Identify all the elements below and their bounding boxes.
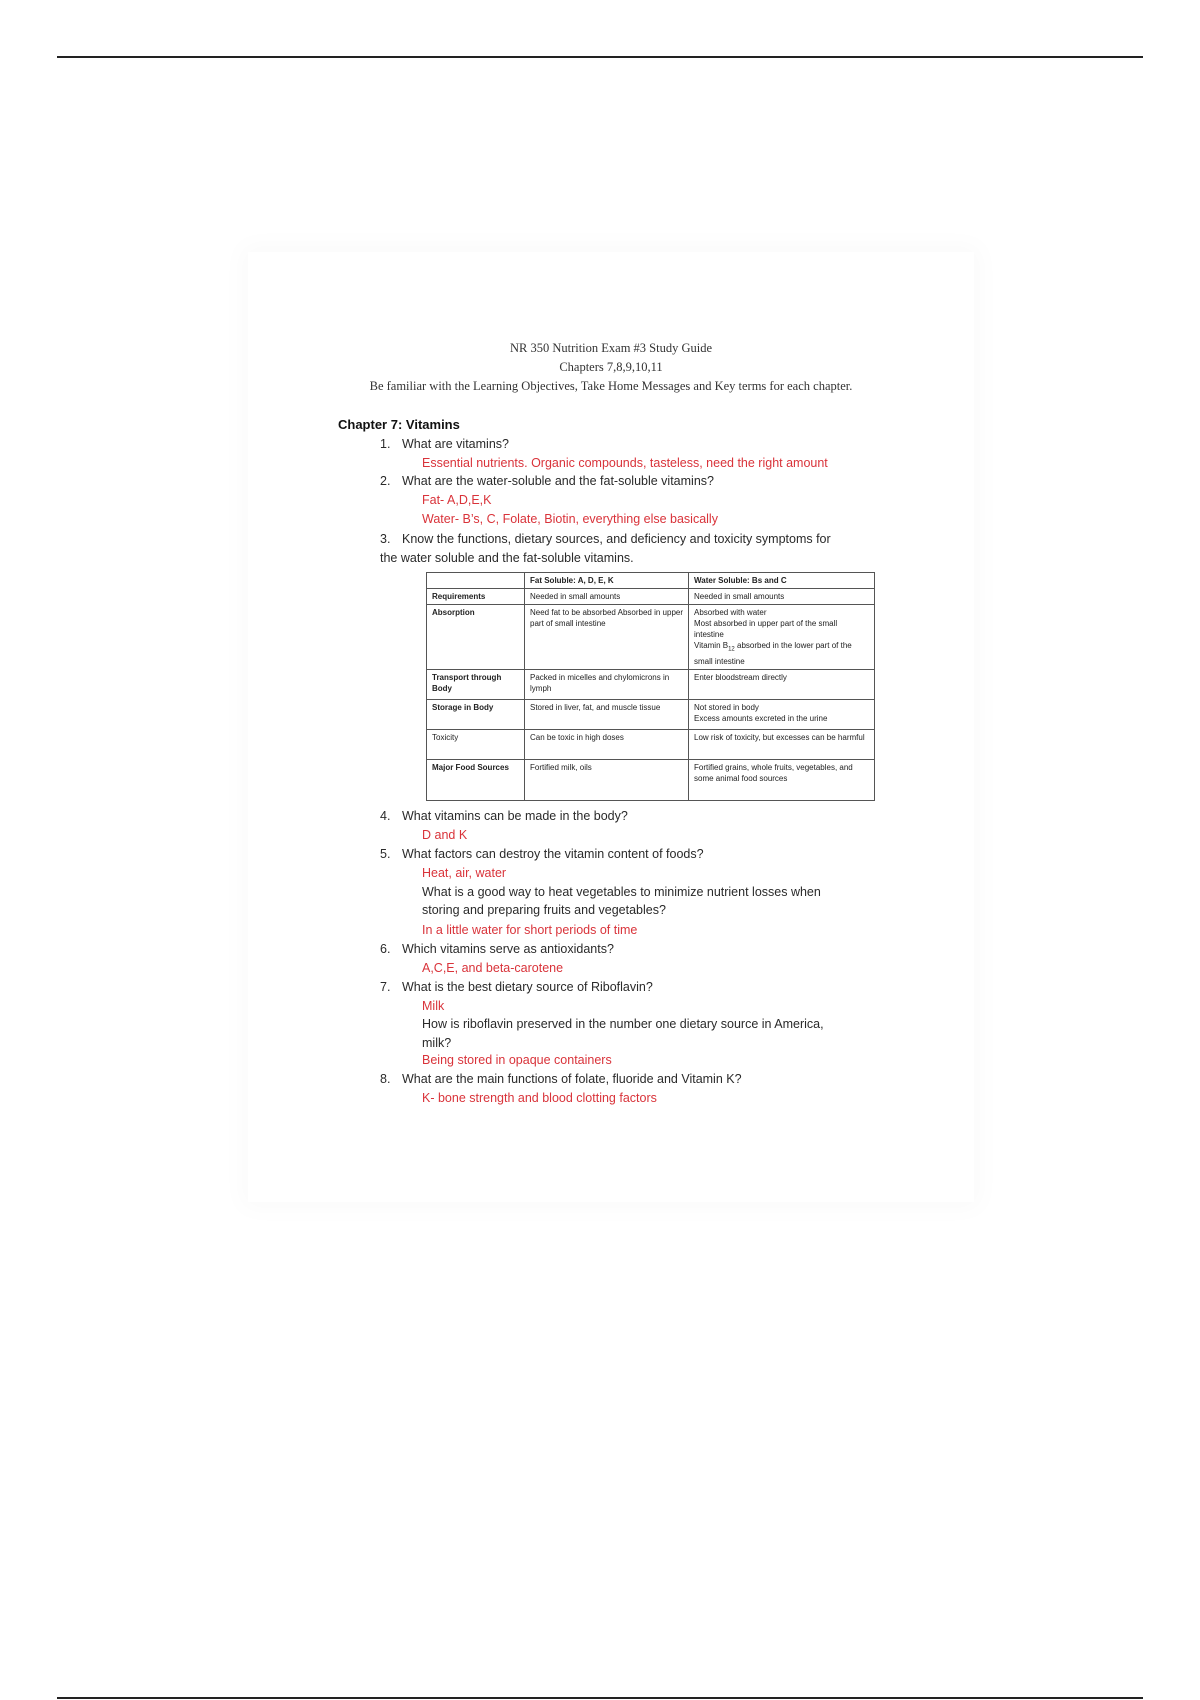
- answer-text: Being stored in opaque containers: [422, 1053, 612, 1067]
- sub-question-text: What is a good way to heat vegetables to minimize nutrient losses when: [422, 885, 821, 899]
- row-label: Transport through Body: [427, 669, 525, 699]
- table-row: [427, 589, 875, 605]
- table-row: [427, 699, 875, 729]
- cell-line: Absorbed with water: [694, 608, 767, 617]
- table-header-cell: Water Soluble: Bs and C: [689, 573, 875, 589]
- water-soluble-cell: Fortified grains, whole fruits, vegetables, and some animal food sources: [689, 759, 875, 800]
- question-text: What are vitamins?: [402, 437, 509, 451]
- instructions-line: Be familiar with the Learning Objectives, Take Home Messages and Key terms for each chapter.: [369, 379, 853, 393]
- question-number: 4.: [380, 809, 391, 823]
- document-title: NR 350 Nutrition Exam #3 Study Guide: [509, 341, 713, 355]
- sub-question-text: How is riboflavin preserved in the number one dietary source in America,: [422, 1017, 824, 1031]
- fat-soluble-cell: Need fat to be absorbed Absorbed in upper part of small intestine: [525, 605, 689, 670]
- row-label: Major Food Sources: [427, 759, 525, 800]
- cell-line: Most absorbed in upper part of the small intestine: [694, 619, 838, 639]
- water-soluble-cell: [689, 699, 875, 729]
- table-header-cell: [427, 573, 525, 589]
- answer-text: Milk: [422, 999, 445, 1013]
- table-row: [427, 669, 875, 699]
- table-header-cell: Fat Soluble: A, D, E, K: [525, 573, 689, 589]
- sub-question-text: storing and preparing fruits and vegetables?: [422, 903, 666, 917]
- answer-text: K- bone strength and blood clotting factors: [422, 1091, 657, 1105]
- table-row: [427, 729, 875, 759]
- fat-soluble-cell: Stored in liver, fat, and muscle tissue: [525, 699, 689, 729]
- sub-question-text: milk?: [422, 1036, 452, 1050]
- fat-soluble-cell: Fortified milk, oils: [525, 759, 689, 800]
- cell-line: [694, 640, 869, 667]
- chapters-line: Chapters 7,8,9,10,11: [559, 360, 663, 374]
- table-header-row: [427, 573, 875, 589]
- question-number: 3.: [380, 532, 391, 546]
- question-text: What are the water-soluble and the fat-soluble vitamins?: [402, 474, 714, 488]
- fat-soluble-cell: Can be toxic in high doses: [525, 729, 689, 759]
- question-number: 6.: [380, 942, 391, 956]
- cell-line: Not stored in body: [694, 702, 759, 712]
- water-soluble-cell: Enter bloodstream directly: [689, 669, 875, 699]
- water-soluble-cell: Low risk of toxicity, but excesses can be harmful: [689, 729, 875, 759]
- table-row: [427, 759, 875, 800]
- water-soluble-cell: Needed in small amounts: [689, 589, 875, 605]
- row-label: Storage in Body: [427, 699, 525, 729]
- table-row: [427, 605, 875, 670]
- question-number: 2.: [380, 474, 391, 488]
- question-text: What vitamins can be made in the body?: [402, 809, 628, 823]
- question-text: What are the main functions of folate, fluoride and Vitamin K?: [402, 1072, 742, 1086]
- question-number: 8.: [380, 1072, 391, 1086]
- vitamins-table: [426, 572, 875, 801]
- fat-soluble-cell: Needed in small amounts: [525, 589, 689, 605]
- bottom-rule: [57, 1697, 1143, 1699]
- question-number: 7.: [380, 980, 391, 994]
- answer-text: Essential nutrients. Organic compounds, tasteless, need the right amount: [422, 456, 828, 470]
- answer-text: Water- B’s, C, Folate, Biotin, everything else basically: [422, 512, 718, 526]
- answer-text: A,C,E, and beta-carotene: [422, 961, 564, 975]
- cell-text: absorbed in the lower part of the small intestine: [694, 641, 852, 666]
- question-text: What is the best dietary source of Riboflavin?: [402, 980, 653, 994]
- cell-text: Vitamin B: [694, 641, 729, 650]
- subscript: 12: [728, 646, 735, 653]
- answer-text: Heat, air, water: [422, 866, 507, 880]
- cell-line: Excess amounts excreted in the urine: [694, 713, 828, 723]
- top-rule: [57, 56, 1143, 58]
- row-label: Requirements: [427, 589, 525, 605]
- question-text: Which vitamins serve as antioxidants?: [402, 942, 614, 956]
- document-page: [248, 252, 974, 1202]
- answer-text: D and K: [422, 828, 468, 842]
- question-text: Know the functions, dietary sources, and deficiency and toxicity symptoms for: [402, 532, 831, 546]
- water-soluble-cell: [689, 605, 875, 670]
- fat-soluble-cell: Packed in micelles and chylomicrons in lymph: [525, 669, 689, 699]
- question-number: 5.: [380, 847, 391, 861]
- chapter-heading: Chapter 7: Vitamins: [338, 417, 460, 432]
- question-text: the water soluble and the fat-soluble vitamins.: [380, 551, 634, 565]
- answer-text: In a little water for short periods of time: [422, 923, 638, 937]
- row-label: Toxicity: [427, 729, 525, 759]
- answer-text: Fat- A,D,E,K: [422, 493, 492, 507]
- question-number: 1.: [380, 437, 391, 451]
- question-text: What factors can destroy the vitamin content of foods?: [402, 847, 704, 861]
- row-label: Absorption: [427, 605, 525, 670]
